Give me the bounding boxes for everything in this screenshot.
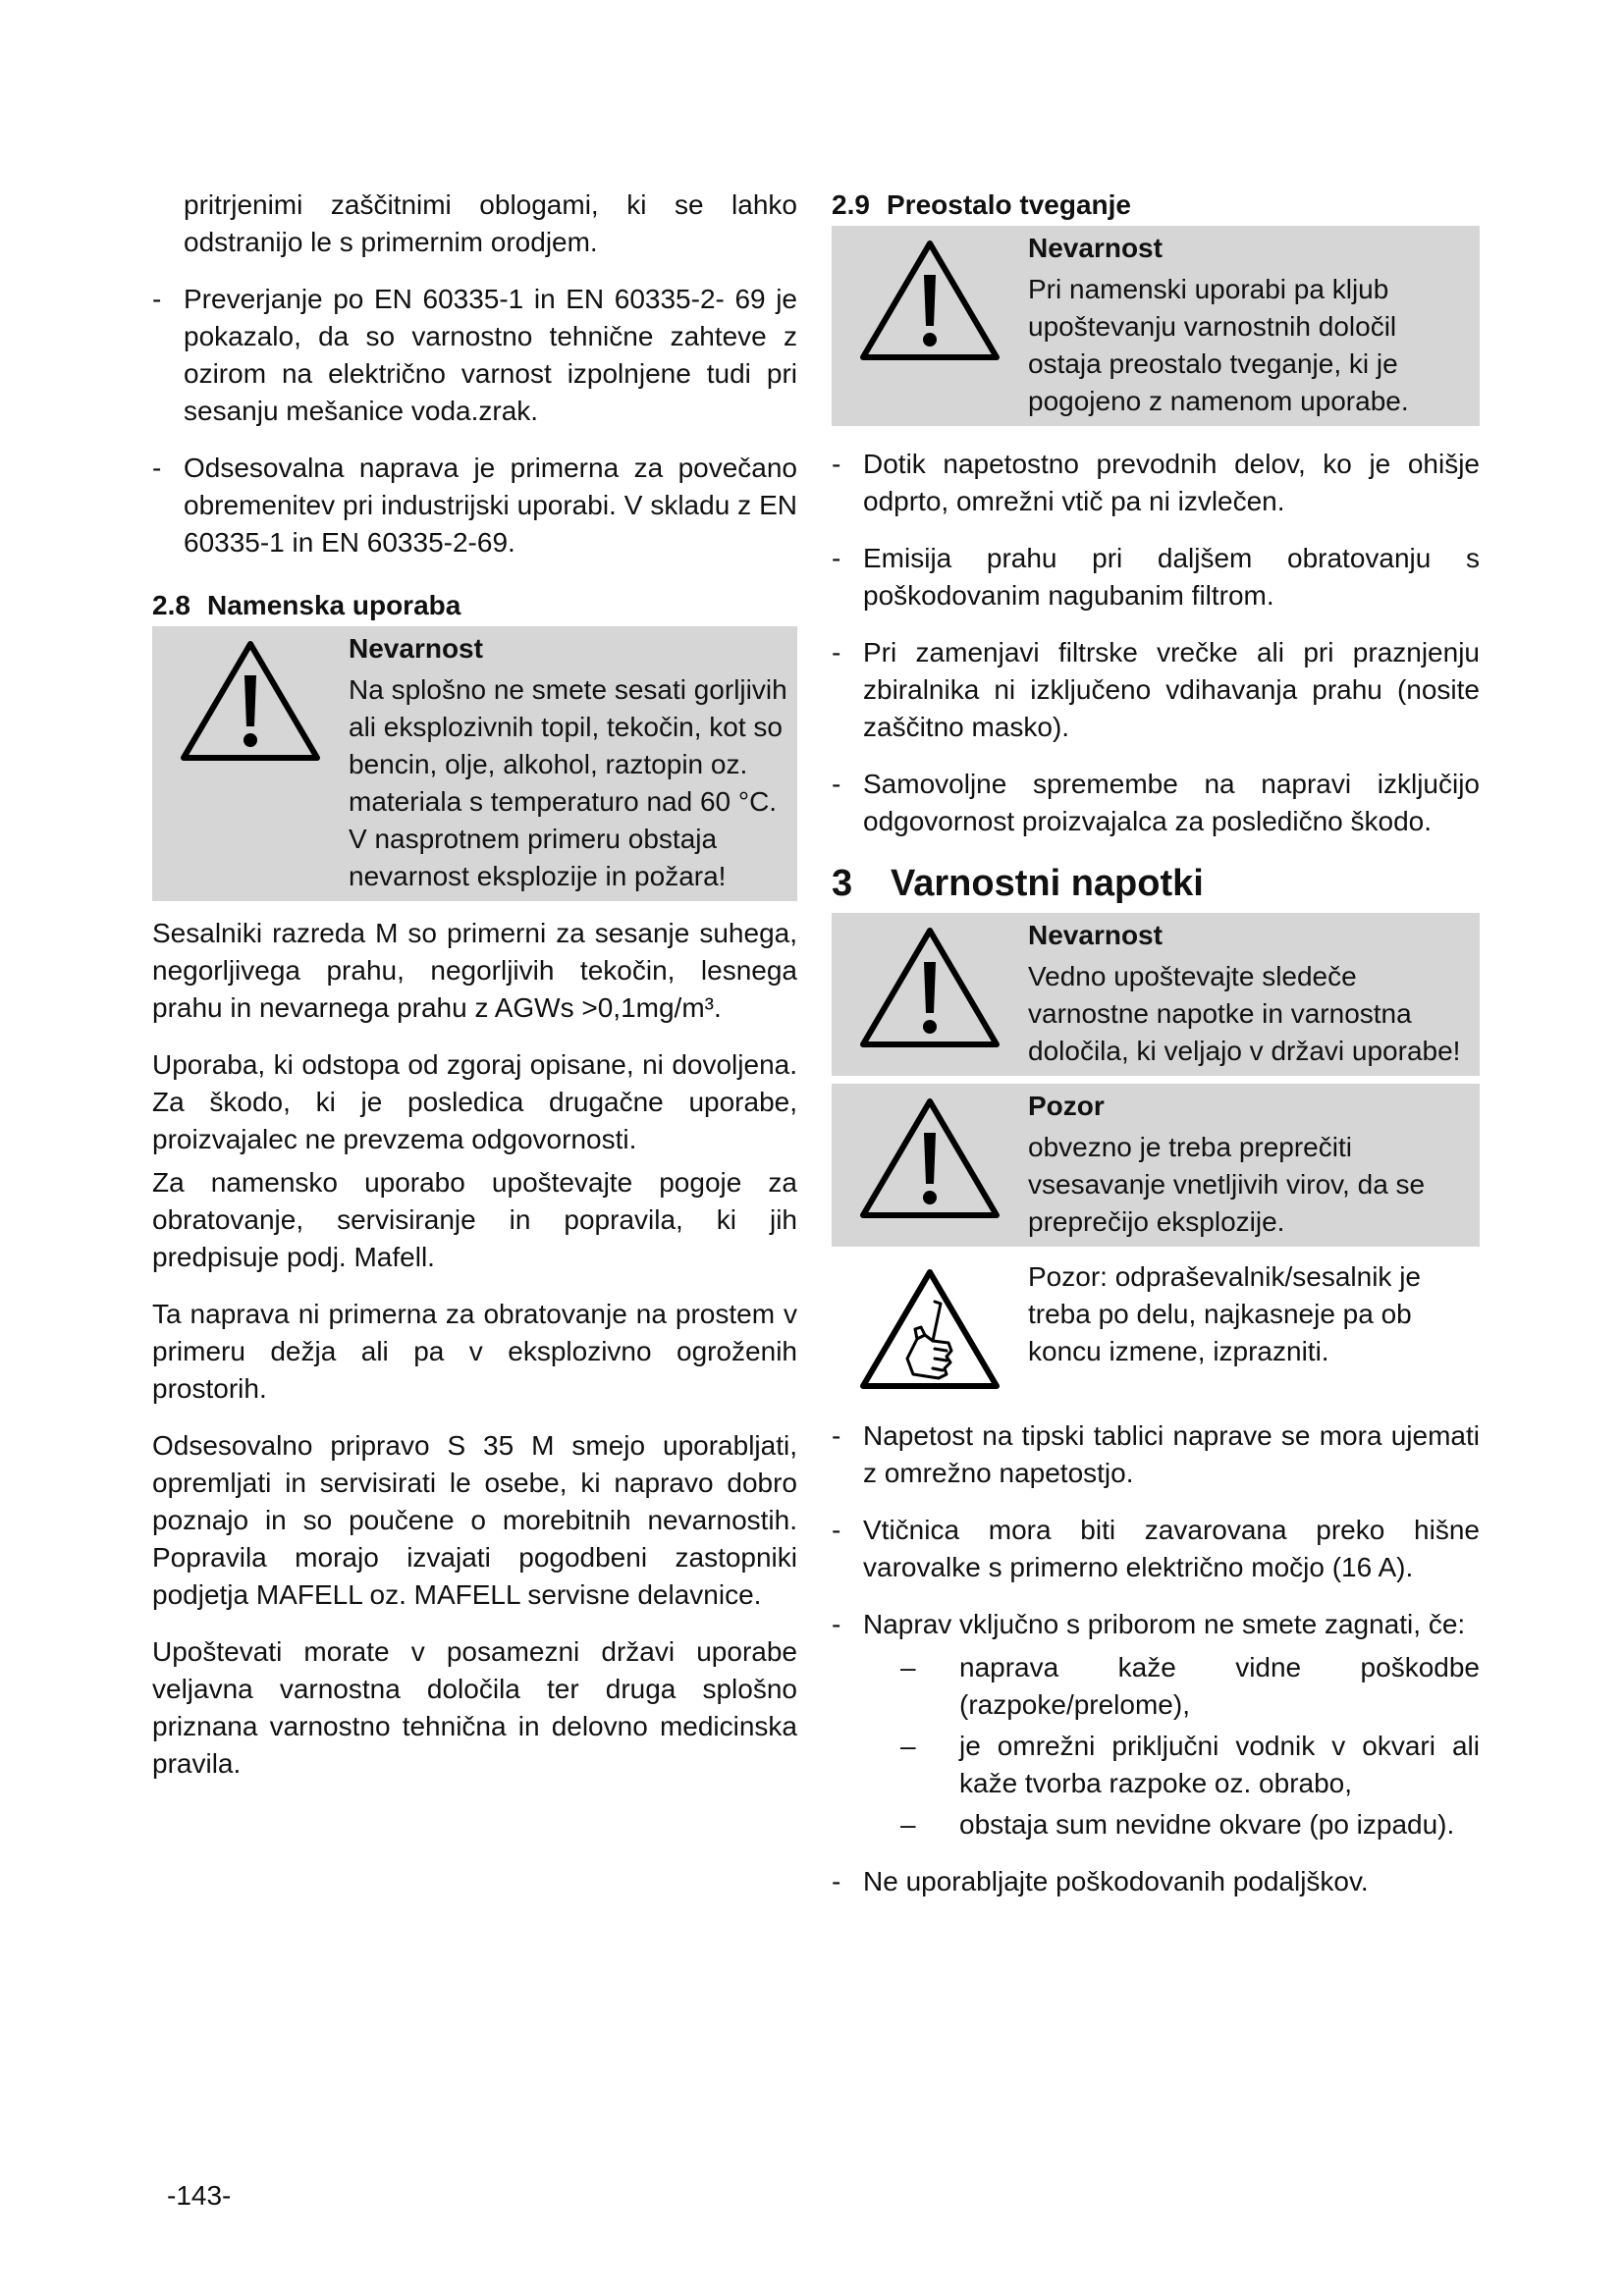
dash-marker: - xyxy=(832,1420,841,1451)
list-item: - Napetost na tipski tablici naprave se mora ujemati z omrežno napetostjo. xyxy=(832,1417,1480,1492)
dash-marker: - xyxy=(832,449,841,479)
chapter-heading: 3 Varnostni napotki xyxy=(832,863,1204,904)
danger-text: Vedno upoštevajte sledeče varnostne napotke in varnostna določila, ki veljajo v državi uporabe! xyxy=(1028,961,1461,1066)
dash-marker: - xyxy=(832,543,841,573)
danger-box xyxy=(832,226,1480,426)
section-heading: 2.8 Namenska uporaba xyxy=(152,590,461,620)
list-item: - Dotik napetostno prevodnih delov, ko je ohišje odprto, omrežni vtič pa ni izvlečen. xyxy=(832,446,1480,520)
sub-list-item: – obstaja sum nevidne okvare (po izpadu). xyxy=(832,1806,1480,1843)
danger-title: Nevarnost xyxy=(1028,920,1163,950)
endash-marker: – xyxy=(900,1652,916,1682)
pointing-hand-warning-icon xyxy=(832,1258,1028,1394)
paragraph: Sesalniki razreda M so primerni za sesanje suhega, negorljivega prahu, negorljivih tekočin, lesnega prahu in nevarnega prahu z AGWs >0,1mg/m³. xyxy=(152,918,797,1023)
dash-marker: - xyxy=(832,1515,841,1545)
note-box xyxy=(832,1255,1480,1400)
caution-text: obvezno je treba preprečiti vsesavanje vnetljivih virov, da se preprečijo eksplozije. xyxy=(1028,1132,1426,1237)
sub-list-item: – je omrežni priključni vodnik v okvari ali kaže tvorba razpoke oz. obrabo, xyxy=(832,1728,1480,1802)
section-heading: 2.9 Preostalo tveganje xyxy=(832,189,1131,220)
danger-box xyxy=(152,626,797,901)
paragraph: Ta naprava ni primerna za obratovanje na prostem v primeru dežja ali pa v eksplozivno ogroženih prostorih. xyxy=(152,1299,797,1404)
list-item: - Emisija prahu pri daljšem obratovanju s poškodovanim nagubanim filtrom. xyxy=(832,540,1480,614)
danger-title: Nevarnost xyxy=(1028,233,1163,263)
caution-title: Pozor xyxy=(1028,1091,1105,1121)
danger-text: Na splošno ne smete sesati gorljivih ali eksplozivnih topil, tekočin, kot so bencin, olje, alkohol, raztopin oz. materiala s temperaturo nad 60 °C. V nasprotnem primeru obstaja nevarnost eksplozije in požara! xyxy=(349,674,787,891)
list-item: - Samovoljne spremembe na napravi izključijo odgovornost proizvajalca za posledično škodo. xyxy=(832,766,1480,840)
warning-triangle-icon xyxy=(832,917,1028,1070)
page-number: -143- xyxy=(167,2180,232,2211)
list-item: - Vtičnica mora biti zavarovana preko hišne varovalke s primerno električno močjo (16 A). xyxy=(832,1512,1480,1586)
warning-triangle-icon xyxy=(832,1088,1028,1241)
left-column xyxy=(152,187,797,1802)
endash-marker: – xyxy=(900,1731,916,1761)
list-item: - Preverjanje po EN 60335-1 in EN 60335-2- 69 je pokazalo, da so varnostno tehnične zahteve z ozirom na električno varnost izpolnjene tudi pri sesanju mešanice voda.zrak. xyxy=(152,281,797,430)
right-column xyxy=(832,187,1480,1920)
dash-marker: - xyxy=(832,769,841,799)
paragraph: Uporaba, ki odstopa od zgoraj opisane, ni dovoljena. Za škodo, ki je posledica drugačne uporabe, proizvajalec ne prevzema odgovornosti. xyxy=(152,1049,797,1154)
endash-marker: – xyxy=(900,1809,916,1840)
dash-marker: - xyxy=(832,1609,841,1639)
dash-marker: - xyxy=(152,284,162,314)
list-item: - Ne uporabljajte poškodovanih podaljškov. xyxy=(832,1863,1480,1900)
list-item: - Odsesovalna naprava je primerna za povečano obremenitev pri industrijski uporabi. V skladu z EN 60335-1 in EN 60335-2-69. xyxy=(152,450,797,561)
danger-title: Nevarnost xyxy=(349,633,483,664)
danger-box xyxy=(832,913,1480,1076)
continued-text: pritrjenimi zaščitnimi oblogami, ki se lahko odstranijo le s primernim orodjem. xyxy=(184,189,797,257)
warning-triangle-icon xyxy=(152,630,349,895)
list-item: - Pri zamenjavi filtrske vrečke ali pri praznjenju zbiralnika ni izključeno vdihavanja prahu (nosite zaščitno masko). xyxy=(832,634,1480,746)
warning-triangle-icon xyxy=(832,230,1028,420)
dash-marker: - xyxy=(832,1866,841,1896)
sub-list-item: – naprava kaže vidne poškodbe (razpoke/prelome), xyxy=(832,1649,1480,1724)
caution-box xyxy=(832,1084,1480,1247)
paragraph: Za namensko uporabo upoštevajte pogoje za obratovanje, servisiranje in popravila, ki jih predpisuje podj. Mafell. xyxy=(152,1167,797,1272)
list-item: - Naprav vključno s priborom ne smete zagnati, če: xyxy=(832,1606,1480,1643)
paragraph: Upoštevati morate v posamezni državi uporabe veljavna varnostna določila ter druga splošno priznana varnostno tehnična in delovno medicinska pravila. xyxy=(152,1636,797,1779)
dash-marker: - xyxy=(152,453,162,483)
note-text: Pozor: odpraševalnik/sesalnik je treba po delu, najkasneje pa ob koncu izmene, izprazniti. xyxy=(1028,1261,1421,1366)
dash-marker: - xyxy=(832,637,841,667)
danger-text: Pri namenski uporabi pa kljub upoštevanju varnostnih določil ostaja preostalo tveganje, ki je pogojeno z namenom uporabe. xyxy=(1028,274,1409,416)
paragraph: Odsesovalno pripravo S 35 M smejo uporabljati, opremljati in servisirati le osebe, ki napravo dobro poznajo in so poučene o morebitnih nevarnostih. Popravila morajo izvajati pogodbeni zastopniki podjetja MAFELL oz. MAFELL servisne delavnice. xyxy=(152,1430,797,1610)
